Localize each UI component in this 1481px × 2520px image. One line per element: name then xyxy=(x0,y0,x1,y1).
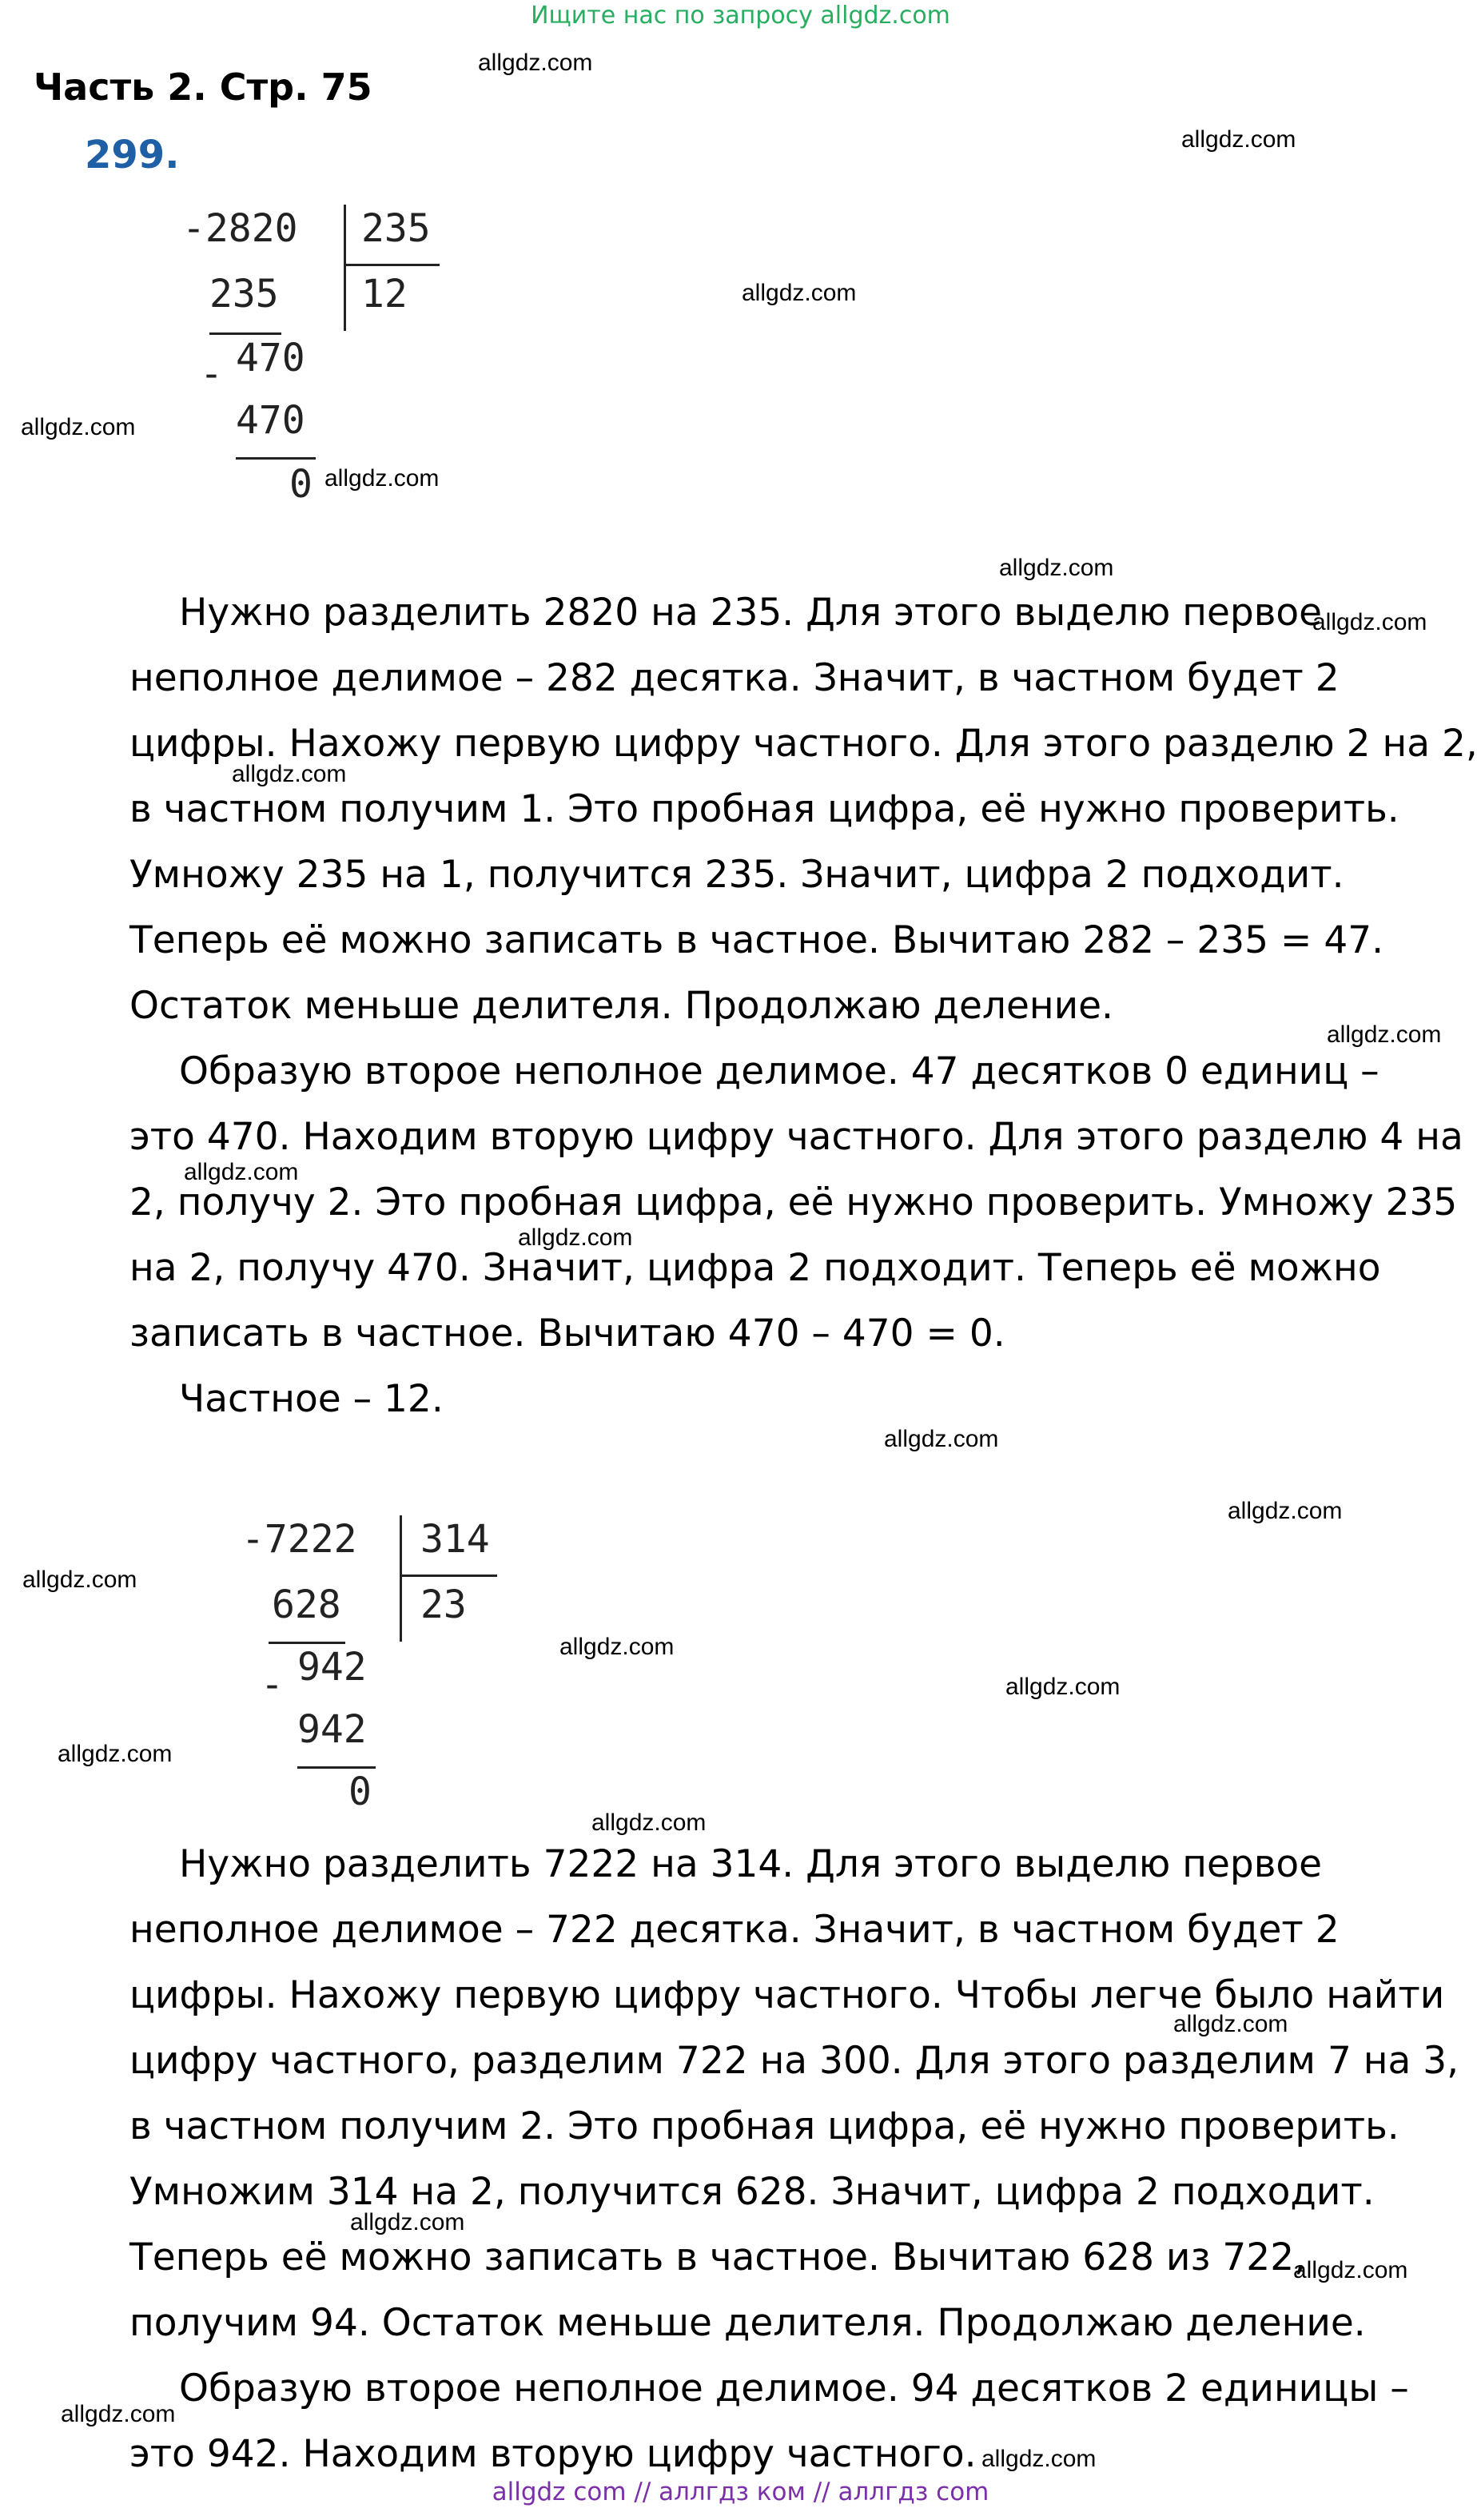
footer-links: allgdz com // аллгдз ком // аллгдз com xyxy=(492,2478,989,2506)
division2-divisor-underline xyxy=(400,1575,497,1577)
paragraph-4 xyxy=(129,1832,1459,2356)
watermark: allgdz.com xyxy=(350,2209,465,2235)
watermark: allgdz.com xyxy=(1293,2257,1408,2283)
paragraph-5 xyxy=(129,2356,1456,2487)
division2-quotient: 23 xyxy=(420,1582,467,1627)
paragraph-1-line: цифры. Нахожу первую цифру частного. Для этого разделю 2 на 2, xyxy=(129,722,1478,766)
division1-second-product: 470 xyxy=(236,398,305,443)
division2-remainder-2: 0 xyxy=(348,1770,372,1814)
paragraph-1-line: в частном получим 1. Это пробная цифра, её нужно проверить. xyxy=(129,787,1399,831)
division1-first-product: 235 xyxy=(209,272,279,316)
paragraph-4-line: получим 94. Остаток меньше делителя. Продолжаю деление. xyxy=(129,2301,1366,2345)
quotient-result: Частное – 12. xyxy=(179,1377,444,1421)
watermark: allgdz.com xyxy=(324,465,440,492)
watermark: allgdz.com xyxy=(518,1224,633,1251)
watermark: allgdz.com xyxy=(58,1741,173,1767)
paragraph-5-line: это 942. Находим вторую цифру частного. xyxy=(129,2432,977,2476)
division1-remainder-1: 470 xyxy=(236,336,305,380)
paragraph-1-line: Умножу 235 на 1, получится 235. Значит, цифра 2 подходит. xyxy=(129,853,1344,897)
paragraph-1 xyxy=(129,580,1478,1039)
division2-vertical-bar xyxy=(400,1515,402,1642)
watermark: allgdz.com xyxy=(184,1159,299,1185)
watermark: allgdz.com xyxy=(61,2401,176,2427)
division1-line-2 xyxy=(236,457,316,460)
watermark: allgdz.com xyxy=(1228,1498,1343,1524)
paragraph-2-line: записать в частное. Вычитаю 470 – 470 = 0. xyxy=(129,1312,1005,1356)
division2-minus-sign: - xyxy=(261,1662,284,1707)
paragraph-2-line: Образую второе неполное делимое. 47 десятков 0 единиц – xyxy=(179,1049,1379,1093)
task-number: 299. xyxy=(85,133,180,177)
watermark: allgdz.com xyxy=(21,414,136,440)
paragraph-2-line: 2, получу 2. Это пробная цифра, её нужно проверить. Умножу 235 xyxy=(129,1180,1458,1224)
division1-dividend: -2820 xyxy=(182,206,298,251)
division1-line-1 xyxy=(209,332,281,335)
paragraph-4-line: Нужно разделить 7222 на 314. Для этого выделю первое xyxy=(179,1842,1323,1886)
paragraph-1-line: Остаток меньше делителя. Продолжаю деление. xyxy=(129,984,1113,1028)
paragraph-1-line: неполное делимое – 282 десятка. Значит, в частном будет 2 xyxy=(129,656,1340,700)
watermark: allgdz.com xyxy=(1181,126,1296,153)
paragraph-4-line: Умножим 314 на 2, получится 628. Значит, цифра 2 подходит. xyxy=(129,2170,1375,2214)
paragraph-4-line: Теперь её можно записать в частное. Вычитаю 628 из 722, xyxy=(129,2235,1307,2279)
page-heading: Часть 2. Стр. 75 xyxy=(34,66,372,109)
division1-remainder-2: 0 xyxy=(289,462,313,507)
paragraph-5-line: Образую второе неполное делимое. 94 десятков 2 единицы – xyxy=(179,2367,1409,2411)
watermark: allgdz.com xyxy=(232,761,347,787)
watermark: allgdz.com xyxy=(1327,1021,1442,1048)
division2-dividend: -7222 xyxy=(241,1517,357,1562)
watermark: allgdz.com xyxy=(981,2446,1097,2472)
division1-divisor-underline xyxy=(344,264,440,266)
division2-remainder-1: 942 xyxy=(297,1645,367,1690)
paragraph-2 xyxy=(129,1039,1463,1367)
division1-quotient: 12 xyxy=(361,272,408,316)
watermark: allgdz.com xyxy=(1005,1674,1121,1700)
division2-divisor: 314 xyxy=(420,1517,490,1562)
paragraph-4-line: цифру частного, разделим 722 на 300. Для этого разделим 7 на 3, xyxy=(129,2039,1459,2083)
paragraph-2-line: на 2, получу 470. Значит, цифра 2 подходит. Теперь её можно xyxy=(129,1246,1381,1290)
paragraph-4-line: цифры. Нахожу первую цифру частного. Чтобы легче было найти xyxy=(129,1973,1445,2017)
division1-divisor: 235 xyxy=(361,206,431,251)
paragraph-1-line: Нужно разделить 2820 на 235. Для этого выделю первое xyxy=(179,591,1323,635)
watermark: allgdz.com xyxy=(591,1809,707,1836)
watermark: allgdz.com xyxy=(22,1567,137,1593)
watermark: allgdz.com xyxy=(1312,609,1427,635)
paragraph-2-line: это 470. Находим вторую цифру частного. Для этого разделю 4 на xyxy=(129,1115,1463,1159)
top-banner: Ищите нас по запросу allgdz.com xyxy=(531,2,950,30)
watermark: allgdz.com xyxy=(478,50,593,76)
division1-vertical-bar xyxy=(344,205,346,331)
division2-first-product: 628 xyxy=(272,1582,341,1627)
watermark: allgdz.com xyxy=(559,1634,675,1660)
paragraph-4-line: в частном получим 2. Это пробная цифра, её нужно проверить. xyxy=(129,2104,1399,2148)
division1-minus-sign: - xyxy=(200,352,223,396)
paragraph-4-line: неполное делимое – 722 десятка. Значит, в частном будет 2 xyxy=(129,1908,1340,1952)
watermark: allgdz.com xyxy=(884,1426,999,1452)
paragraph-1-line: Теперь её можно записать в частное. Вычитаю 282 – 235 = 47. xyxy=(129,918,1384,962)
division2-line-1 xyxy=(269,1642,345,1644)
watermark: allgdz.com xyxy=(999,555,1114,581)
watermark: allgdz.com xyxy=(742,280,857,306)
watermark: allgdz.com xyxy=(1173,2011,1288,2037)
division2-line-2 xyxy=(297,1766,376,1769)
paragraph-3 xyxy=(129,1367,1456,1432)
division2-second-product: 942 xyxy=(297,1707,367,1752)
